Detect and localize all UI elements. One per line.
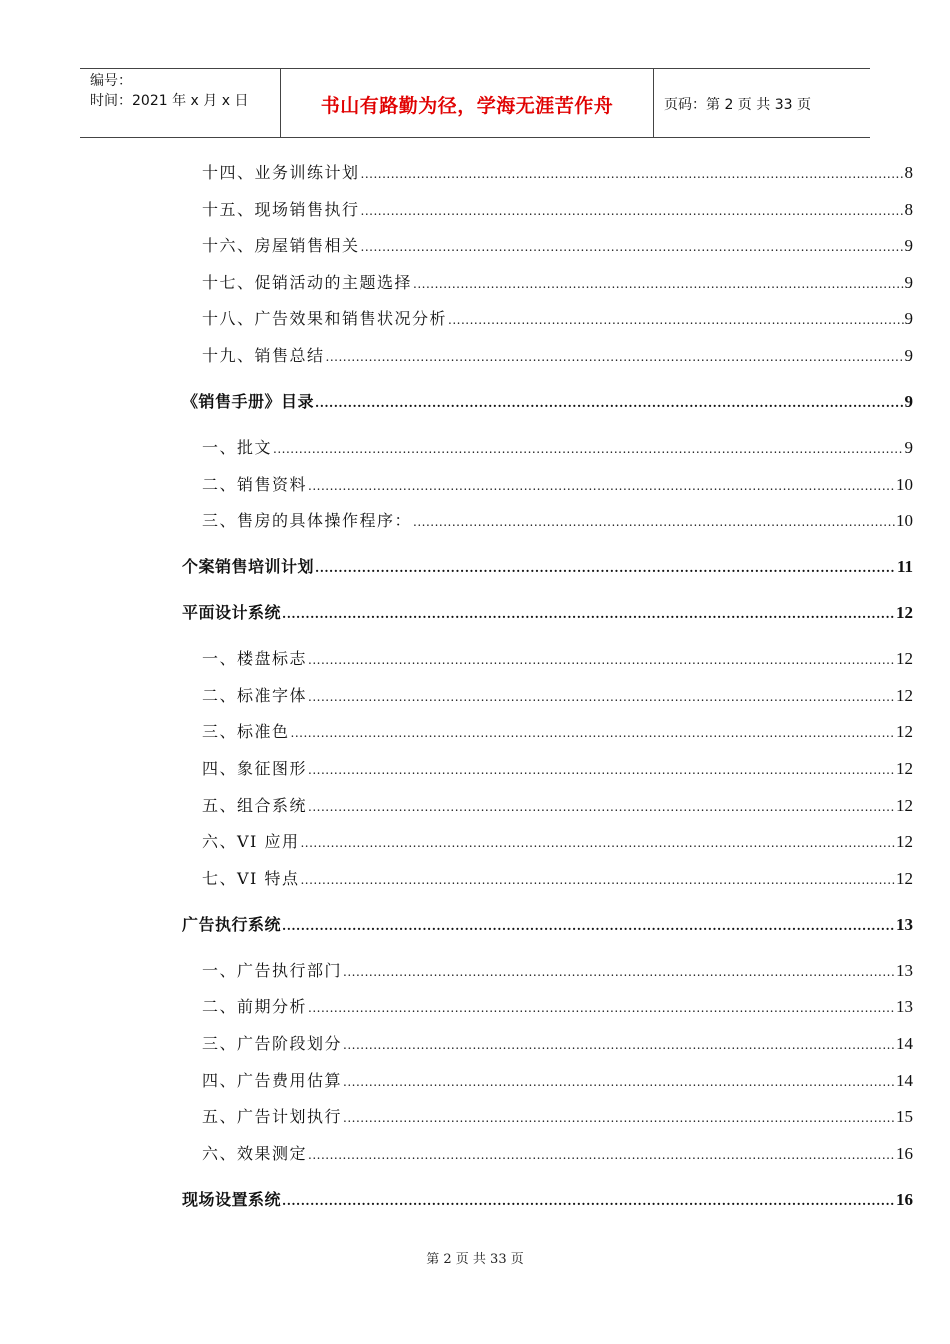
toc-entry[interactable] [202,435,913,457]
toc-dot-leader [308,1001,895,1015]
toc-entry[interactable] [202,306,913,328]
toc-page-number: 13 [896,961,913,980]
toc-entry[interactable] [202,793,913,815]
toc-dot-leader [291,726,895,740]
toc-entry[interactable] [202,958,913,980]
toc-page-number: 8 [904,200,913,219]
toc-section-entry[interactable] [182,1187,913,1209]
toc-entry-title: 一、楼盘标志 [202,649,308,668]
toc-dot-leader [273,442,903,456]
toc-entry-title: 十九、销售总结 [202,346,325,365]
toc-page-number: 8 [904,163,913,182]
toc-entry[interactable] [202,1104,913,1126]
toc-entry-title: 四、象征图形 [202,759,308,778]
toc-section-entry[interactable] [182,389,913,411]
toc-page-number: 13 [896,997,913,1016]
toc-entry[interactable] [202,270,913,292]
toc-page-number: 10 [896,475,913,494]
toc-dot-leader [308,800,895,814]
toc-dot-leader [343,1111,895,1125]
toc-entry-title: 二、前期分析 [202,997,308,1016]
toc-entry[interactable] [202,1031,913,1053]
toc-entry-title: 三、广告阶段划分 [202,1034,343,1053]
toc-entry-title: 十八、广告效果和销售状况分析 [202,309,448,328]
toc-entry[interactable] [202,719,913,741]
page-info: 页码：第 2 页 共 33 页 [664,97,811,113]
toc-dot-leader [361,240,904,254]
toc-page-number: 12 [896,603,913,622]
serial-label: 编号： [90,73,132,89]
page-footer: 第 2 页 共 33 页 [426,1252,524,1267]
toc-page-number: 9 [904,346,913,365]
toc-page-number: 9 [904,438,913,457]
toc-section-entry[interactable] [182,600,913,622]
toc-dot-leader [343,1038,895,1052]
toc-page-number: 13 [896,915,913,934]
toc-entry[interactable] [202,829,913,851]
toc-dot-leader [361,167,904,181]
toc-page-number: 9 [904,236,913,255]
toc-page-number: 12 [896,759,913,778]
toc-page-number: 11 [896,557,913,576]
time-label: 时间：2021 年 x 月 x 日 [90,93,249,109]
toc-entry-title: 五、广告计划执行 [202,1107,343,1126]
toc-dot-leader [308,763,895,777]
toc-dot-leader [300,873,895,887]
toc-dot-leader [315,396,903,410]
toc-entry-title: 二、销售资料 [202,475,308,494]
toc-dot-leader [300,836,895,850]
toc-page-number: 12 [896,686,913,705]
toc-dot-leader [308,653,895,667]
toc-entry[interactable] [202,472,913,494]
toc-entry-title: 十六、房屋销售相关 [202,236,360,255]
toc-dot-leader [361,204,904,218]
toc-entry-title: 十四、业务训练计划 [202,163,360,182]
toc-entry-title: 十七、促销活动的主题选择 [202,273,413,292]
toc-page-number: 16 [896,1190,913,1209]
toc-page-number: 9 [904,309,913,328]
toc-page-number: 10 [896,511,913,530]
toc-dot-leader [448,313,903,327]
toc-entry[interactable] [202,756,913,778]
toc-section-entry[interactable] [182,554,913,576]
toc-dot-leader [282,607,895,621]
motto-text: 书山有路勤为径，学海无涯苦作舟 [320,95,614,117]
toc-entry[interactable] [202,866,913,888]
toc-dot-leader [413,515,895,529]
toc-dot-leader [413,277,903,291]
toc-dot-leader [308,479,895,493]
toc-entry-title: 六、VI 应用 [202,832,300,851]
toc-entry[interactable] [202,160,913,182]
toc-page-number: 12 [896,722,913,741]
toc-entry-title: 三、售房的具体操作程序： [202,511,413,530]
toc-entry[interactable] [202,994,913,1016]
toc-entry[interactable] [202,1141,913,1163]
toc-page-number: 14 [896,1034,913,1053]
toc-dot-leader [282,919,895,933]
toc-page-number: 12 [896,796,913,815]
toc-entry-title: 六、效果测定 [202,1144,308,1163]
toc-entry[interactable] [202,508,913,530]
toc-page-number: 12 [896,649,913,668]
toc-section-entry[interactable] [182,912,913,934]
toc-entry[interactable] [202,683,913,705]
toc-entry-title: 五、组合系统 [202,796,308,815]
toc-entry-title: 十五、现场销售执行 [202,200,360,219]
toc-entry-title: 个案销售培训计划 [182,557,315,576]
toc-entry-title: 一、广告执行部门 [202,961,343,980]
toc-entry[interactable] [202,343,913,365]
toc-entry[interactable] [202,646,913,668]
toc-dot-leader [343,1075,895,1089]
toc-page-number: 9 [904,392,913,411]
toc-page-number: 14 [896,1071,913,1090]
toc-entry-title: 平面设计系统 [182,603,282,622]
toc-page-number: 12 [896,869,913,888]
toc-dot-leader [343,965,895,979]
toc-dot-leader [308,1148,895,1162]
toc-entry-title: 一、批文 [202,438,273,457]
toc-entry-title: 现场设置系统 [182,1190,282,1209]
toc-dot-leader [282,1194,895,1208]
toc-entry[interactable] [202,197,913,219]
toc-page-number: 15 [896,1107,913,1126]
toc-entry-title: 四、广告费用估算 [202,1071,343,1090]
toc-entry[interactable] [202,1068,913,1090]
toc-page-number: 12 [896,832,913,851]
toc-dot-leader [308,690,895,704]
toc-entry-title: 三、标准色 [202,722,290,741]
toc-entry[interactable] [202,233,913,255]
toc-dot-leader [326,350,904,364]
toc-entry-title: 广告执行系统 [182,915,282,934]
toc-entry-title: 二、标准字体 [202,686,308,705]
toc-page-number: 16 [896,1144,913,1163]
toc-entry-title: 七、VI 特点 [202,869,300,888]
toc-page-number: 9 [904,273,913,292]
toc-entry-title: 《销售手册》目录 [182,392,315,411]
toc-dot-leader [315,561,896,575]
